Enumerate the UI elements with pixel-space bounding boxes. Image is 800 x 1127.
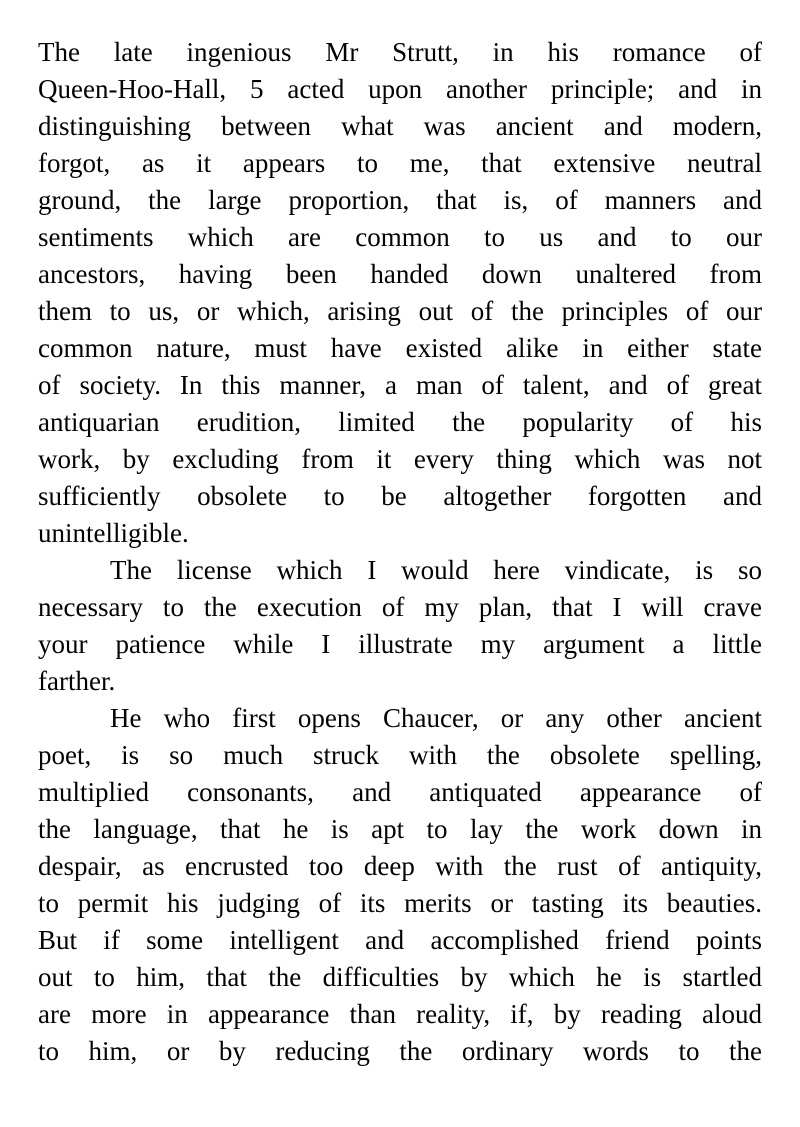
- paragraph-strutt: [38, 34, 762, 552]
- text-line: ancestors, having been handed down unaltered from: [38, 259, 762, 289]
- paragraph-license: [38, 552, 762, 700]
- text-line: are more in appearance than reality, if, by reading aloud: [38, 999, 762, 1029]
- text-line: But if some intelligent and accomplished friend points: [38, 925, 762, 955]
- text-line: poet, is so much struck with the obsolete spelling,: [38, 740, 762, 770]
- text-line: ground, the large proportion, that is, of manners and: [38, 185, 762, 215]
- text-line: antiquarian erudition, limited the popularity of his: [38, 407, 762, 437]
- text-line: work, by excluding from it every thing which was not: [38, 444, 762, 474]
- text-line: farther.: [38, 666, 116, 696]
- text-line: common nature, must have existed alike in either state: [38, 333, 762, 363]
- text-line: to permit his judging of its merits or tasting its beauties.: [38, 888, 762, 918]
- text-line: The license which I would here vindicate, is so: [110, 555, 762, 585]
- paragraph-chaucer: [38, 700, 762, 1070]
- text-line: out to him, that the difficulties by which he is startled: [38, 962, 762, 992]
- text-line: necessary to the execution of my plan, that I will crave: [38, 592, 762, 622]
- text-line: Queen-Hoo-Hall, 5 acted upon another principle; and in: [38, 74, 762, 104]
- text-line: The late ingenious Mr Strutt, in his romance of: [38, 37, 762, 67]
- text-line: them to us, or which, arising out of the principles of our: [38, 296, 762, 326]
- text-line: the language, that he is apt to lay the work down in: [38, 814, 762, 844]
- text-line: sufficiently obsolete to be altogether forgotten and: [38, 481, 762, 511]
- text-line: sentiments which are common to us and to our: [38, 222, 762, 252]
- text-line: forgot, as it appears to me, that extensive neutral: [38, 148, 762, 178]
- text-line: despair, as encrusted too deep with the rust of antiquity,: [38, 851, 762, 881]
- text-line: your patience while I illustrate my argument a little: [38, 629, 762, 659]
- text-line: multiplied consonants, and antiquated appearance of: [38, 777, 762, 807]
- text-line: He who first opens Chaucer, or any other ancient: [110, 703, 762, 733]
- text-line: to him, or by reducing the ordinary words to the: [38, 1036, 762, 1066]
- text-line: of society. In this manner, a man of talent, and of great: [38, 370, 762, 400]
- text-line: distinguishing between what was ancient and modern,: [38, 111, 762, 141]
- text-line: unintelligible.: [38, 518, 189, 548]
